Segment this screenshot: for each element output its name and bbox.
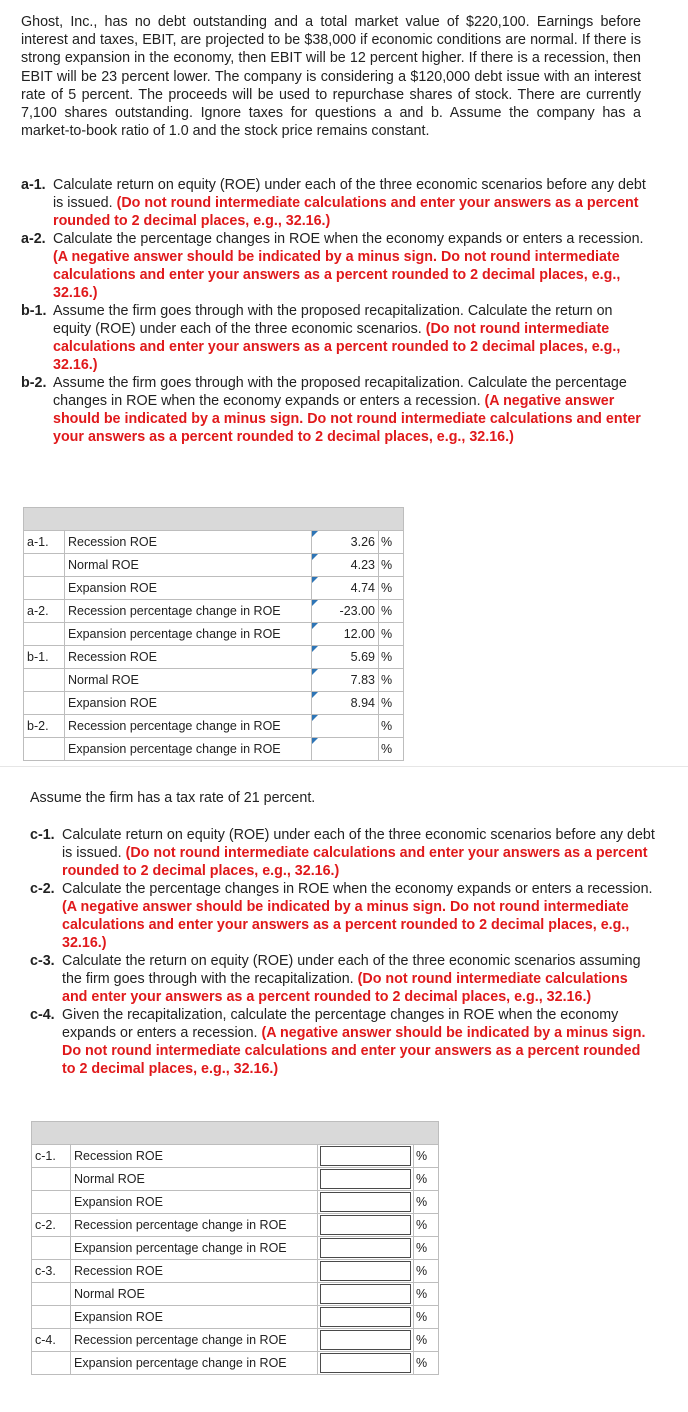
answer-input[interactable]: 4.74 <box>312 577 378 599</box>
row-label: c-1. <box>32 1145 71 1168</box>
row-description: Recession percentage change in ROE <box>65 715 312 738</box>
row-description: Expansion percentage change in ROE <box>65 623 312 646</box>
row-description: Recession ROE <box>65 646 312 669</box>
question-instruction: (A negative answer should be indicated by a minus sign. Do not round intermediate calculations and enter your answers as a percent rounded to 2 decimal places, e.g., 32.16.) <box>53 393 641 445</box>
row-label <box>32 1191 71 1214</box>
question-number: c-3. <box>30 953 55 969</box>
row-label <box>24 738 65 761</box>
row-description: Normal ROE <box>65 669 312 692</box>
part2-question-list <box>30 826 655 1078</box>
table-row <box>24 531 404 554</box>
row-description: Expansion percentage change in ROE <box>71 1352 318 1375</box>
answer-input[interactable]: -23.00 <box>312 600 378 622</box>
answer-input[interactable]: 3.26 <box>312 531 378 553</box>
answer-input[interactable]: 8.94 <box>312 692 378 714</box>
question-text: Assume the firm goes through with the proposed recapitalization. Calculate the percentage changes in ROE when the economy expands or enters a recession. <box>53 375 627 409</box>
question-instruction: (A negative answer should be indicated by a minus sign. Do not round intermediate calculations and enter your answers as a percent rounded to 2 decimal places, e.g., 32.16.) <box>62 899 630 951</box>
table-row <box>24 623 404 646</box>
row-label <box>32 1306 71 1329</box>
percent-unit: % <box>414 1306 439 1329</box>
percent-unit: % <box>379 531 404 554</box>
percent-unit: % <box>379 600 404 623</box>
percent-unit: % <box>414 1329 439 1352</box>
row-label <box>32 1168 71 1191</box>
tax-note: Assume the firm has a tax rate of 21 percent. <box>30 790 316 806</box>
table-header <box>32 1122 439 1145</box>
question-b1 <box>21 302 646 374</box>
percent-unit: % <box>379 669 404 692</box>
question-instruction: (A negative answer should be indicated by a minus sign. Do not round intermediate calculations and enter your answers as a percent rounded to 2 decimal places, e.g., 32.16.) <box>62 1025 646 1077</box>
question-text: Given the recapitalization, calculate the percentage changes in ROE when the economy expands or enters a recession. <box>62 1007 619 1041</box>
table-row <box>32 1145 439 1168</box>
row-label <box>32 1352 71 1375</box>
percent-unit: % <box>414 1237 439 1260</box>
question-number: b-1. <box>21 303 47 319</box>
percent-unit: % <box>414 1214 439 1237</box>
question-instruction: (Do not round intermediate calculations and enter your answers as a percent rounded to 2 decimal places, e.g., 32.16.) <box>62 845 648 879</box>
question-number: a-1. <box>21 177 46 193</box>
answer-input[interactable] <box>312 738 378 760</box>
table-row <box>24 738 404 761</box>
question-a2 <box>21 230 646 302</box>
question-text: Calculate return on equity (ROE) under each of the three economic scenarios before any debt is issued. <box>53 177 646 211</box>
row-description: Recession ROE <box>65 531 312 554</box>
row-description: Expansion percentage change in ROE <box>71 1237 318 1260</box>
answer-input[interactable] <box>320 1307 411 1327</box>
table-row <box>24 692 404 715</box>
answer-table-ab <box>23 507 404 761</box>
question-text: Calculate the percentage changes in ROE when the economy expands or enters a recession. <box>62 881 653 897</box>
table-row <box>32 1237 439 1260</box>
question-text: Calculate the percentage changes in ROE when the economy expands or enters a recession. <box>53 231 644 247</box>
row-label <box>32 1237 71 1260</box>
row-label <box>24 577 65 600</box>
row-label: c-3. <box>32 1260 71 1283</box>
answer-input[interactable] <box>320 1169 411 1189</box>
answer-input[interactable]: 4.23 <box>312 554 378 576</box>
table-row <box>24 600 404 623</box>
question-a1 <box>21 176 646 230</box>
answer-input[interactable] <box>320 1238 411 1258</box>
table-row <box>32 1283 439 1306</box>
question-instruction: (A negative answer should be indicated by a minus sign. Do not round intermediate calculations and enter your answers as a percent rounded to 2 decimal places, e.g., 32.16.) <box>53 249 621 301</box>
table-row <box>32 1329 439 1352</box>
row-description: Recession ROE <box>71 1260 318 1283</box>
question-instruction: (Do not round intermediate calculations and enter your answers as a percent rounded to 2 decimal places, e.g., 32.16.) <box>62 971 628 1005</box>
row-description: Expansion ROE <box>65 692 312 715</box>
question-number: c-4. <box>30 1007 55 1023</box>
percent-unit: % <box>379 554 404 577</box>
percent-unit: % <box>414 1283 439 1306</box>
row-description: Recession percentage change in ROE <box>65 600 312 623</box>
answer-input[interactable] <box>320 1284 411 1304</box>
question-text: Assume the firm goes through with the proposed recapitalization. Calculate the return on equity (ROE) under each of the three economic scenarios. <box>53 303 613 337</box>
row-description: Recession percentage change in ROE <box>71 1329 318 1352</box>
answer-input[interactable] <box>320 1261 411 1281</box>
row-label: a-1. <box>24 531 65 554</box>
section-divider <box>0 766 688 767</box>
percent-unit: % <box>379 692 404 715</box>
answer-input[interactable]: 12.00 <box>312 623 378 645</box>
table-row <box>24 577 404 600</box>
answer-input[interactable] <box>312 715 378 737</box>
percent-unit: % <box>379 715 404 738</box>
question-c3 <box>30 952 655 1006</box>
percent-unit: % <box>414 1260 439 1283</box>
row-label: c-4. <box>32 1329 71 1352</box>
table-row <box>24 554 404 577</box>
row-label: a-2. <box>24 600 65 623</box>
row-description: Recession ROE <box>71 1145 318 1168</box>
answer-input[interactable]: 7.83 <box>312 669 378 691</box>
row-description: Normal ROE <box>71 1283 318 1306</box>
table-row <box>24 646 404 669</box>
percent-unit: % <box>414 1168 439 1191</box>
question-instruction: (Do not round intermediate calculations and enter your answers as a percent rounded to 2 decimal places, e.g., 32.16.) <box>53 195 639 229</box>
percent-unit: % <box>414 1352 439 1375</box>
table-row <box>32 1306 439 1329</box>
answer-input[interactable] <box>320 1146 411 1166</box>
answer-input[interactable] <box>320 1215 411 1235</box>
row-description: Expansion ROE <box>71 1306 318 1329</box>
row-description: Expansion ROE <box>71 1191 318 1214</box>
percent-unit: % <box>379 646 404 669</box>
question-number: b-2. <box>21 375 47 391</box>
answer-table-c <box>31 1121 439 1375</box>
table-row <box>32 1168 439 1191</box>
percent-unit: % <box>414 1145 439 1168</box>
answer-input[interactable] <box>320 1330 411 1350</box>
answer-input[interactable] <box>320 1192 411 1212</box>
table-row <box>32 1352 439 1375</box>
answer-input[interactable]: 5.69 <box>312 646 378 668</box>
question-text: Calculate the return on equity (ROE) under each of the three economic scenarios assuming the firm goes through with the recapitalization. <box>62 953 641 987</box>
table-row <box>32 1191 439 1214</box>
row-label: b-1. <box>24 646 65 669</box>
table-row <box>24 715 404 738</box>
row-description: Normal ROE <box>65 554 312 577</box>
row-description: Expansion ROE <box>65 577 312 600</box>
question-instruction: (Do not round intermediate calculations and enter your answers as a percent rounded to 2 decimal places, e.g., 32.16.) <box>53 321 621 373</box>
question-c2 <box>30 880 655 952</box>
row-description: Normal ROE <box>71 1168 318 1191</box>
question-text: Calculate return on equity (ROE) under each of the three economic scenarios before any debt is issued. <box>62 827 655 861</box>
row-label: b-2. <box>24 715 65 738</box>
question-c1 <box>30 826 655 880</box>
row-label <box>32 1283 71 1306</box>
question-number: c-1. <box>30 827 55 843</box>
question-b2 <box>21 374 646 446</box>
question-number: c-2. <box>30 881 55 897</box>
question-c4 <box>30 1006 655 1078</box>
table-row <box>32 1260 439 1283</box>
row-description: Recession percentage change in ROE <box>71 1214 318 1237</box>
table-row <box>24 669 404 692</box>
question-number: a-2. <box>21 231 46 247</box>
row-label: c-2. <box>32 1214 71 1237</box>
percent-unit: % <box>414 1191 439 1214</box>
row-label <box>24 554 65 577</box>
answer-input[interactable] <box>320 1353 411 1373</box>
row-label <box>24 623 65 646</box>
percent-unit: % <box>379 738 404 761</box>
table-row <box>32 1214 439 1237</box>
row-label <box>24 669 65 692</box>
row-description: Expansion percentage change in ROE <box>65 738 312 761</box>
part1-question-list <box>21 176 646 446</box>
percent-unit: % <box>379 623 404 646</box>
problem-intro: Ghost, Inc., has no debt outstanding and a total market value of $220,100. Earnings before interest and taxes, EBIT, are projected to be $38,000 if economic conditions are normal. If there is strong expansion in the economy, then EBIT will be 12 percent higher. If there is a recession, then EBIT will be 23 percent lower. The company is considering a $120,000 debt issue with an interest rate of 5 percent. The proceeds will be used to repurchase shares of stock. There are currently 7,100 shares outstanding. Ignore taxes for questions a and b. Assume the company has a market-to-book ratio of 1.0 and the stock price remains constant. <box>21 14 641 140</box>
table-header <box>24 508 404 531</box>
row-label <box>24 692 65 715</box>
percent-unit: % <box>379 577 404 600</box>
